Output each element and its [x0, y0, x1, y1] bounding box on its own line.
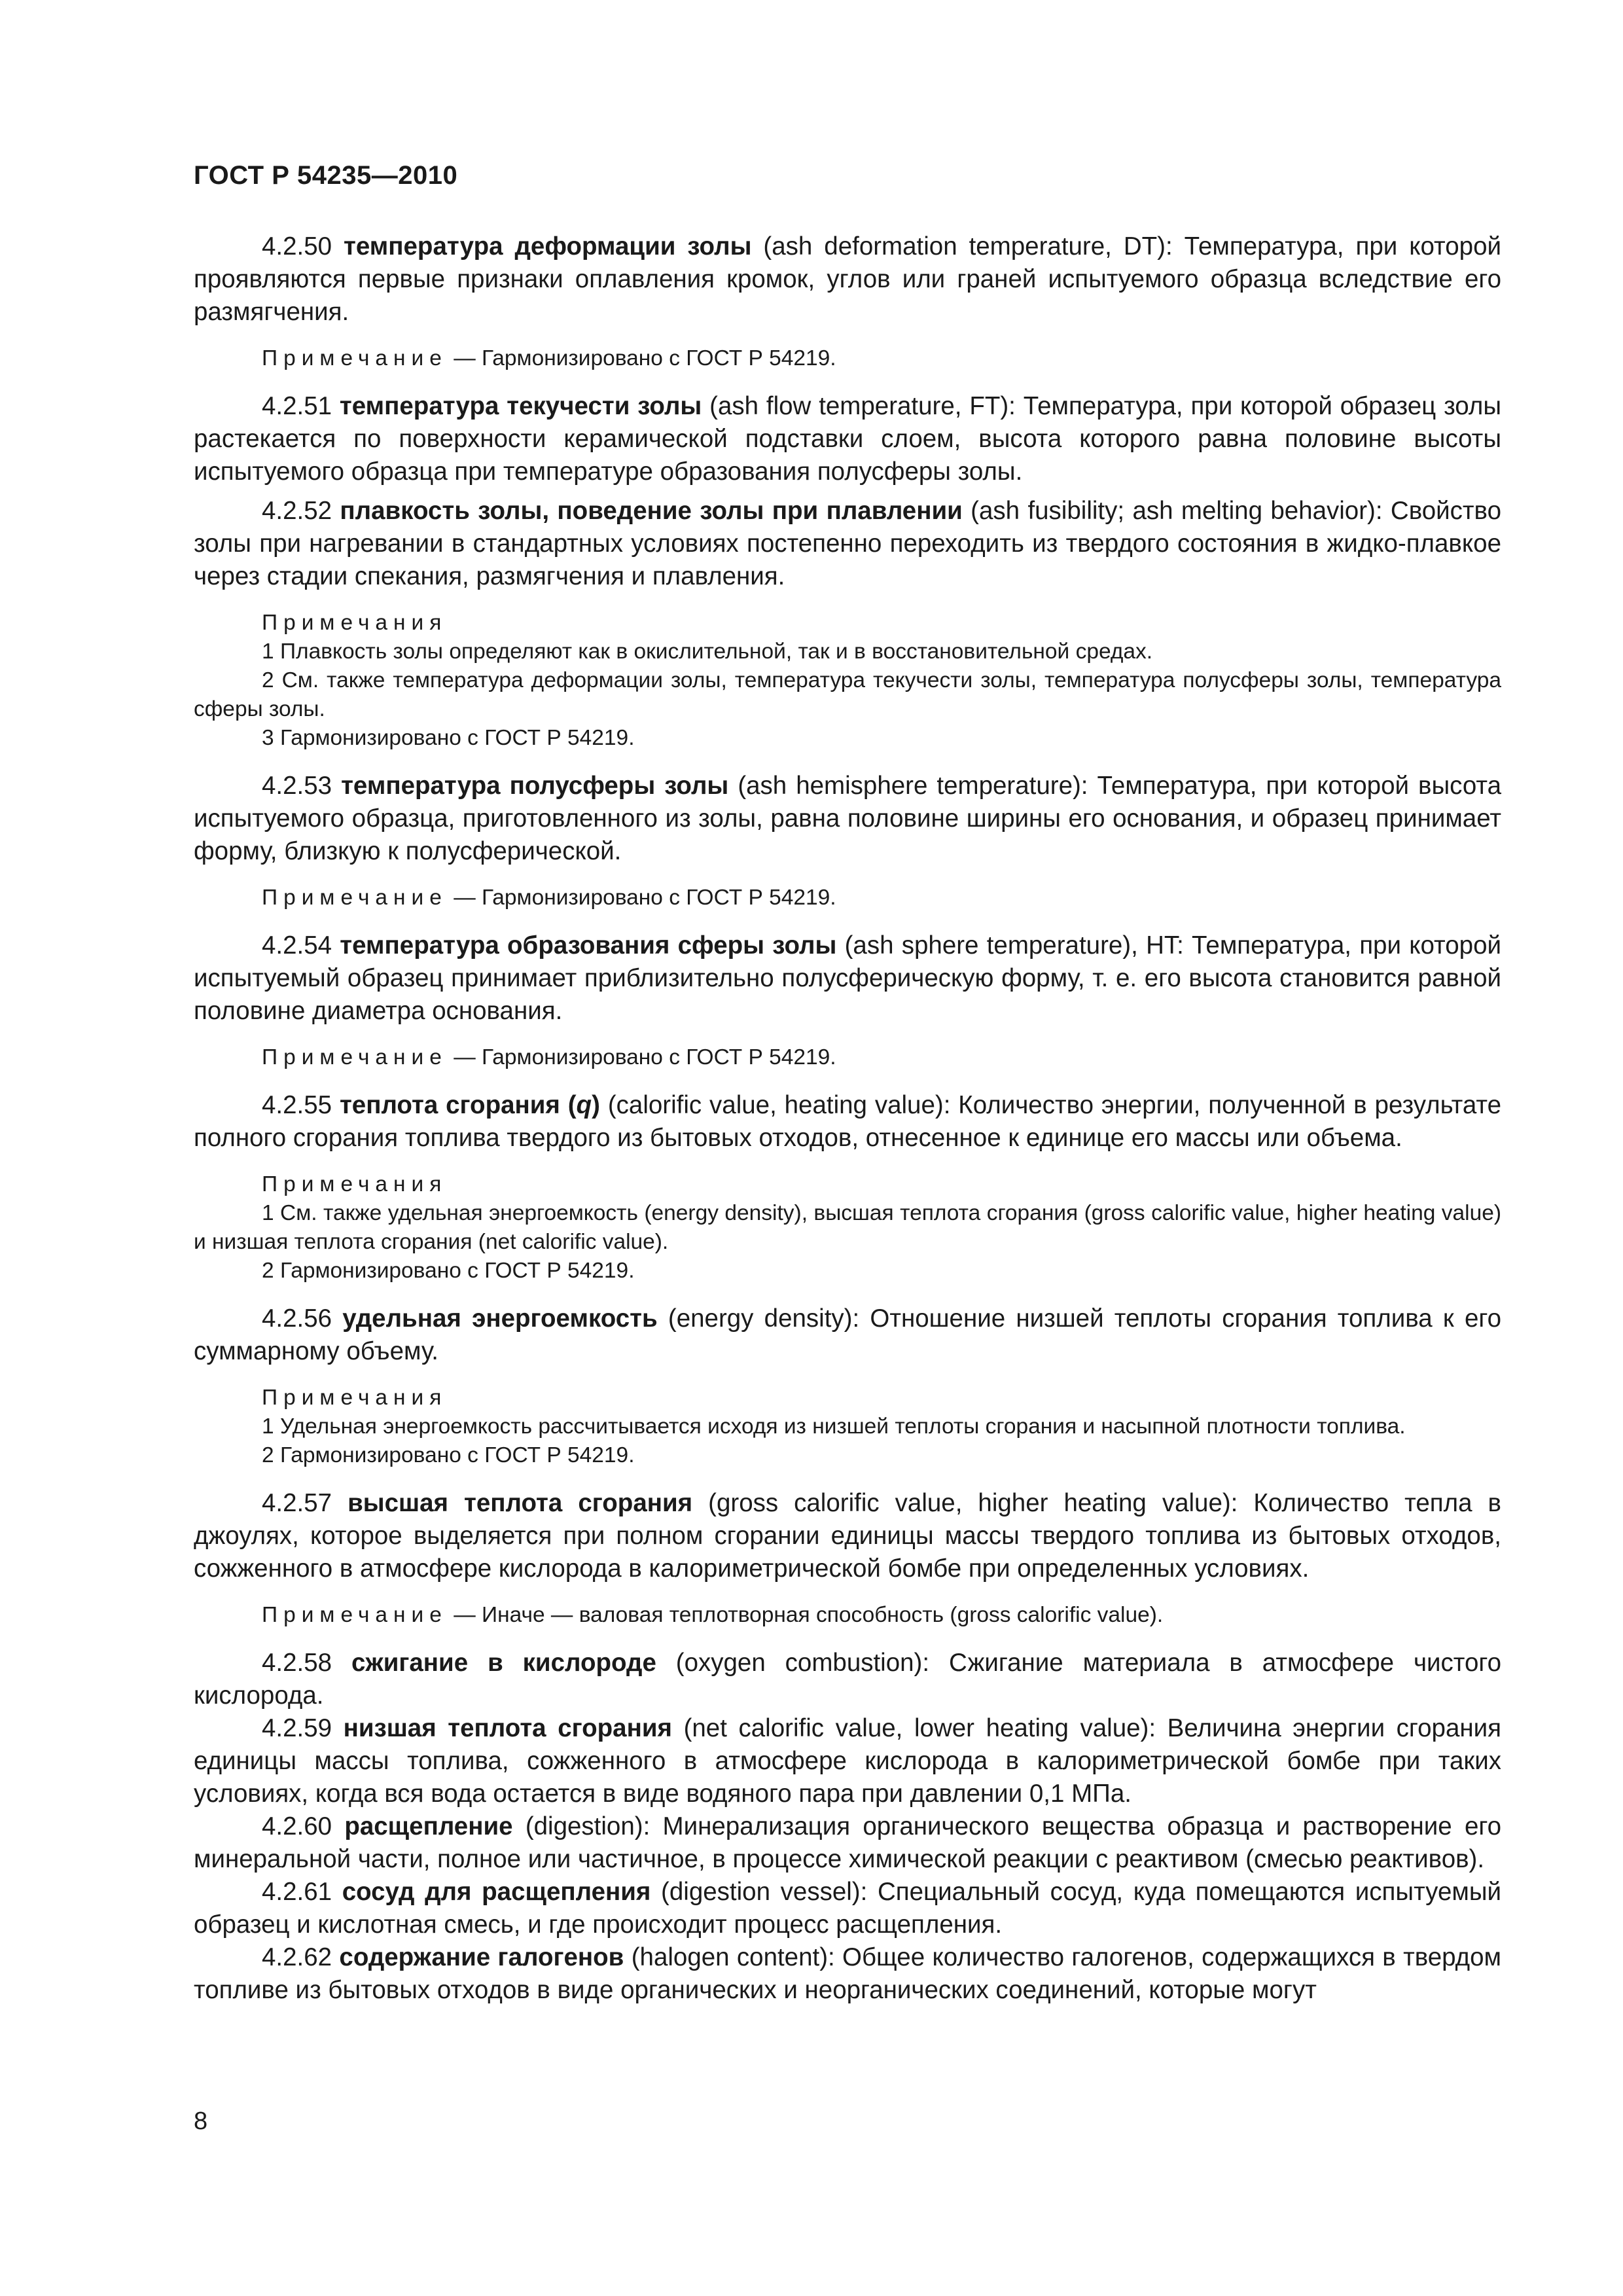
- term-number: 4.2.53: [262, 772, 332, 800]
- term-name: сосуд для расщепления: [342, 1878, 651, 1906]
- term-name: плавкость золы, поведение золы при плавлении: [340, 497, 963, 525]
- note-4-2-53: [194, 884, 1501, 912]
- term-number: 4.2.56: [262, 1304, 332, 1333]
- term-number: 4.2.58: [262, 1649, 332, 1677]
- term-name: содержание галогенов: [339, 1943, 624, 1971]
- term-number: 4.2.54: [262, 931, 332, 960]
- term-4-2-54: [194, 929, 1501, 1028]
- note-text: — Гармонизировано с ГОСТ Р 54219.: [447, 346, 836, 370]
- term-definition: (ash deformation temperature, DT): Температура, при которой проявляются первые признаки оплавления кромок, углов или граней испытуемого образца вследствие его размягчения.: [194, 232, 1501, 326]
- note-text: — Гармонизировано с ГОСТ Р 54219.: [447, 886, 836, 910]
- term-4-2-59: [194, 1712, 1501, 1810]
- term-definition: (ash hemisphere temperature): Температура, при которой высота испытуемого образца, приготовленного из золы, равна половине ширины его основания, и образец принимает форму, близкую к полусферической.: [194, 772, 1501, 865]
- term-4-2-52: [194, 495, 1501, 593]
- note-item: 2 Гармонизировано с ГОСТ Р 54219.: [262, 1259, 635, 1283]
- term-definition: (oxygen combustion): Сжигание материала в атмосфере чистого кислорода.: [194, 1649, 1501, 1710]
- term-name: высшая теплота сгорания: [348, 1489, 693, 1517]
- term-number: 4.2.51: [262, 392, 332, 420]
- term-number: 4.2.62: [262, 1943, 332, 1971]
- term-number: 4.2.52: [262, 497, 332, 525]
- note-item: 1 См. также удельная энергоемкость (energy density), высшая теплота сгорания (gross calorific value, higher heating value) и низшая теплота сгорания (net calorific value).: [194, 1201, 1501, 1254]
- notes-heading: Примечания: [262, 611, 448, 635]
- term-number: 4.2.61: [262, 1878, 332, 1906]
- note-item: 1 Удельная энергоемкость рассчитывается исходя из низшей теплоты сгорания и насыпной плотности топлива.: [262, 1414, 1406, 1439]
- note-item: 1 Плавкость золы определяют как в окислительной, так и в восстановительной средах.: [262, 639, 1153, 664]
- term-name: низшая теплота сгорания: [343, 1714, 672, 1742]
- term-definition: (digestion): Минерализация органического вещества образца и растворение его минеральной части, полное или частичное, в процессе химической реакции с реактивом (смесью реактивов).: [194, 1812, 1502, 1873]
- term-symbol: q: [576, 1091, 592, 1119]
- note-text: — Гармонизировано с ГОСТ Р 54219.: [447, 1045, 836, 1069]
- note-label: Примечание: [262, 886, 448, 910]
- term-number: 4.2.59: [262, 1714, 332, 1742]
- term-4-2-57: [194, 1487, 1501, 1585]
- term-name: [340, 1091, 600, 1119]
- note-item: 2 Гармонизировано с ГОСТ Р 54219.: [262, 1443, 635, 1467]
- term-number: 4.2.57: [262, 1489, 332, 1517]
- term-4-2-55: [194, 1089, 1501, 1155]
- term-name-text: теплота сгорания (: [339, 1091, 577, 1119]
- term-4-2-51: [194, 390, 1501, 488]
- term-definition: (gross calorific value, higher heating value): Количество тепла в джоулях, которое выделяется при полном сгорании единицы массы твердого топлива из бытовых отходов, сожженного в атмосфере кислорода в калориметрической бомбе при определенных условиях.: [194, 1489, 1501, 1583]
- term-4-2-62: [194, 1941, 1501, 2007]
- note-text: — Иначе — валовая теплотворная способность (gross calorific value).: [447, 1603, 1164, 1627]
- term-name: сжигание в кислороде: [351, 1649, 656, 1677]
- term-4-2-61: [194, 1876, 1501, 1941]
- term-definition: (halogen content): Общее количество галогенов, содержащихся в твердом топливе из бытовых отходов в виде органических и неорганических соединений, которые могут: [194, 1943, 1502, 2004]
- note-label: Примечание: [262, 346, 448, 370]
- standard-header: ГОСТ Р 54235—2010: [194, 161, 458, 190]
- term-name: температура образования сферы золы: [340, 931, 837, 960]
- term-number: 4.2.55: [262, 1091, 332, 1119]
- term-4-2-58: [194, 1647, 1501, 1712]
- term-number: 4.2.60: [262, 1812, 332, 1840]
- note-4-2-54: [194, 1043, 1501, 1072]
- term-definition: (net calorific value, lower heating value): Величина энергии сгорания единицы массы топлива, сожженного в атмосфере кислорода в калориметрической бомбе при таких условиях, когда вся вода остается в виде водяного пара при давлении 0,1 МПа.: [194, 1714, 1501, 1808]
- term-4-2-53: [194, 770, 1501, 868]
- term-name: температура текучести золы: [339, 392, 702, 420]
- term-4-2-56: [194, 1302, 1501, 1368]
- note-4-2-50: [194, 344, 1501, 373]
- term-name: расщепление: [344, 1812, 513, 1840]
- note-item: 2 См. также температура деформации золы, температура текучести золы, температура полусферы золы, температура сферы золы.: [194, 668, 1501, 721]
- notes-heading: Примечания: [262, 1172, 448, 1196]
- term-definition: (ash flow temperature, FT): Температура, при которой образец золы растекается по поверхности керамической подставки слоем, высота которого равна половине высоты испытуемого образца при температуре образования полусферы золы.: [194, 392, 1501, 486]
- term-4-2-50: [194, 230, 1501, 329]
- term-definition: (digestion vessel): Специальный сосуд, куда помещаются испытуемый образец и кислотная смесь, и где происходит процесс расщепления.: [194, 1878, 1502, 1939]
- term-name: удельная энергоемкость: [342, 1304, 658, 1333]
- note-label: Примечание: [262, 1045, 448, 1069]
- note-label: Примечание: [262, 1603, 448, 1627]
- notes-heading: Примечания: [262, 1386, 448, 1410]
- term-name: температура полусферы золы: [341, 772, 729, 800]
- term-name-close: ): [592, 1091, 600, 1119]
- term-definition: (ash sphere temperature), HT: Температура, при которой испытуемый образец принимает приблизительно полусферическую форму, т. е. его высота становится равной половине диаметра основания.: [194, 931, 1501, 1025]
- page-number: 8: [194, 2108, 208, 2135]
- term-number: 4.2.50: [262, 232, 332, 260]
- note-4-2-57: [194, 1601, 1501, 1630]
- term-definition: (energy density): Отношение низшей теплоты сгорания топлива к его суммарному объему.: [194, 1304, 1501, 1365]
- term-name: температура деформации золы: [344, 232, 752, 260]
- note-item: 3 Гармонизировано с ГОСТ Р 54219.: [262, 726, 635, 750]
- term-4-2-60: [194, 1810, 1501, 1876]
- term-definition: (calorific value, heating value): Количество энергии, полученной в результате полного сгорания топлива твердого из бытовых отходов, отнесенное к единице его массы или объема.: [194, 1091, 1501, 1152]
- term-definition: (ash fusibility; ash melting behavior): Свойство золы при нагревании в стандартных условиях постепенно переходить из твердого состояния в жидко-плавкое через стадии спекания, размягчения и плавления.: [194, 497, 1501, 590]
- content: [194, 230, 1501, 2007]
